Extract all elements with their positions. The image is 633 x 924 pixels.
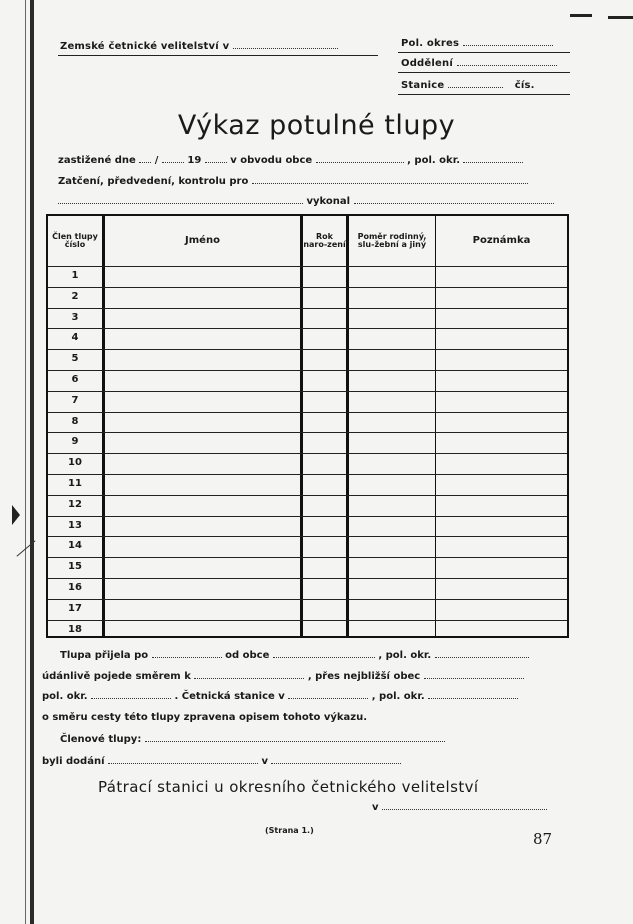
table-divider (102, 216, 105, 636)
header-right-rule (398, 52, 570, 53)
via-village-label: , přes nejbližší obec (307, 671, 421, 682)
delivered-blank (108, 763, 258, 764)
date-month-blank (162, 162, 184, 163)
pol-district-label-3: pol. okr. (42, 691, 88, 702)
station-number-label: čís. (514, 80, 535, 91)
station-blank (448, 87, 503, 88)
row-number: 13 (68, 519, 82, 531)
col-header-relations: Poměr rodinný, slu-žební a jiný (357, 232, 427, 249)
form-line-3 (58, 196, 554, 207)
row-number: 18 (68, 623, 82, 635)
header-command-blank (233, 48, 338, 49)
footer-v-blank (382, 809, 547, 810)
bottom-line-6 (42, 756, 401, 767)
footer-main: Pátrací stanici u okresního četnického velitelství (98, 778, 479, 796)
pol-district-blank-4 (428, 698, 518, 699)
scan-mark (12, 505, 20, 525)
municipality-blank (316, 162, 404, 163)
header-command (60, 41, 338, 52)
pol-district-label-2: , pol. okr. (378, 650, 432, 661)
date-day-blank (139, 162, 151, 163)
date-label: zastižené dne (58, 155, 136, 166)
direction-blank (194, 678, 304, 679)
arrived-blank (152, 657, 222, 658)
pol-district-blank-2 (435, 657, 529, 658)
row-number: 17 (68, 602, 82, 614)
date-year-prefix: 19 (187, 155, 202, 166)
from-village-label: od obce (225, 650, 270, 661)
district-blank (463, 45, 553, 46)
table-row-divider (48, 266, 567, 267)
row-number: 15 (68, 561, 82, 573)
page-label: (Strana 1.) (265, 826, 314, 835)
table-row-divider (48, 391, 567, 392)
date-year-blank (205, 162, 227, 163)
row-number: 3 (71, 311, 79, 323)
table-row-divider (48, 287, 567, 288)
performed-label: vykonal (306, 196, 351, 207)
row-number: 5 (71, 353, 79, 365)
table-row-divider (48, 349, 567, 350)
row-number: 9 (71, 436, 79, 448)
scan-mark (608, 16, 633, 19)
header-right-rule (398, 72, 570, 73)
row-number: 2 (71, 290, 79, 302)
pol-district-label: , pol. okr. (407, 155, 460, 166)
bottom-line-1 (60, 650, 529, 661)
arrest-label: Zatčení, předvedení, kontrolu pro (58, 176, 249, 187)
pol-district-blank-3 (91, 698, 171, 699)
row-number: 4 (71, 332, 79, 344)
form-line-2 (58, 176, 528, 187)
performed-blank (58, 203, 303, 204)
scan-mark (570, 14, 592, 17)
table-row-divider (48, 412, 567, 413)
table-row-divider (48, 578, 567, 579)
row-number: 8 (71, 415, 79, 427)
row-number: 14 (68, 540, 82, 552)
arrived-label: Tlupa přijela po (60, 650, 149, 661)
table-divider (346, 216, 349, 636)
station-label: Stanice (401, 80, 445, 91)
performed-blank-2 (354, 203, 554, 204)
table-row-divider (48, 599, 567, 600)
members-label: Členové tlupy: (60, 734, 142, 745)
table-row-divider (48, 308, 567, 309)
col-header-member-no: Člen tlupy číslo (52, 232, 98, 249)
col-header-birth-year: Rok naro-zení (303, 232, 346, 249)
header-rule (58, 55, 378, 56)
row-number: 12 (68, 498, 82, 510)
pol-district-label-4: , pol. okr. (371, 691, 425, 702)
bottom-line-5 (60, 734, 445, 745)
col-header-name: Jméno (185, 235, 220, 246)
district-label: Pol. okres (401, 38, 460, 49)
via-village-blank (424, 678, 524, 679)
bottom-line-2 (42, 671, 524, 682)
row-number: 16 (68, 582, 82, 593)
pol-district-blank (463, 162, 523, 163)
footer-v-line (372, 802, 547, 813)
row-number: 6 (71, 374, 79, 385)
station-blank-2 (288, 698, 368, 699)
table-row-divider (48, 453, 567, 454)
table-row-divider (48, 370, 567, 371)
form-line-1 (58, 155, 523, 166)
date-separator: / (154, 155, 159, 166)
station-label-2: . Četnická stanice v (174, 691, 285, 702)
row-number: 1 (71, 270, 79, 281)
from-village-blank (273, 657, 375, 658)
direction-label: údánlivě pojede směrem k (42, 671, 191, 682)
row-number: 10 (68, 457, 82, 469)
table-row-divider (48, 432, 567, 433)
table-row-divider (48, 474, 567, 475)
table-divider (300, 216, 303, 636)
table-row-divider (48, 620, 567, 621)
department-label: Oddělení (401, 58, 453, 69)
footer-v-label: v (372, 802, 379, 813)
table-row-divider (48, 328, 567, 329)
header-department (401, 58, 557, 69)
arrest-blank (252, 183, 528, 184)
row-number: 11 (68, 478, 82, 489)
header-station (401, 80, 535, 91)
header-district (401, 38, 553, 49)
municipality-label: v obvodu obce (230, 155, 313, 166)
page-title: Výkaz potulné tlupy (177, 110, 456, 141)
members-blank (145, 741, 445, 742)
row-number: 7 (71, 394, 79, 406)
header-right-rule (398, 94, 570, 95)
table-divider (435, 216, 436, 636)
delivered-in-label: v (261, 756, 268, 767)
table-row-divider (48, 495, 567, 496)
delivered-label: byli dodání (42, 756, 105, 767)
bottom-line-4: o směru cesty této tlupy zpravena opisem tohoto výkazu. (42, 712, 368, 723)
header-command-label: Zemské četnické velitelství v (60, 41, 230, 52)
members-table (46, 214, 569, 638)
department-blank (457, 65, 557, 66)
delivered-in-blank (271, 763, 401, 764)
page-number: 87 (533, 830, 553, 848)
table-row-divider (48, 557, 567, 558)
bottom-line-3 (42, 691, 518, 702)
table-row-divider (48, 536, 567, 537)
col-header-note: Poznámka (472, 235, 531, 246)
table-row-divider (48, 516, 567, 517)
